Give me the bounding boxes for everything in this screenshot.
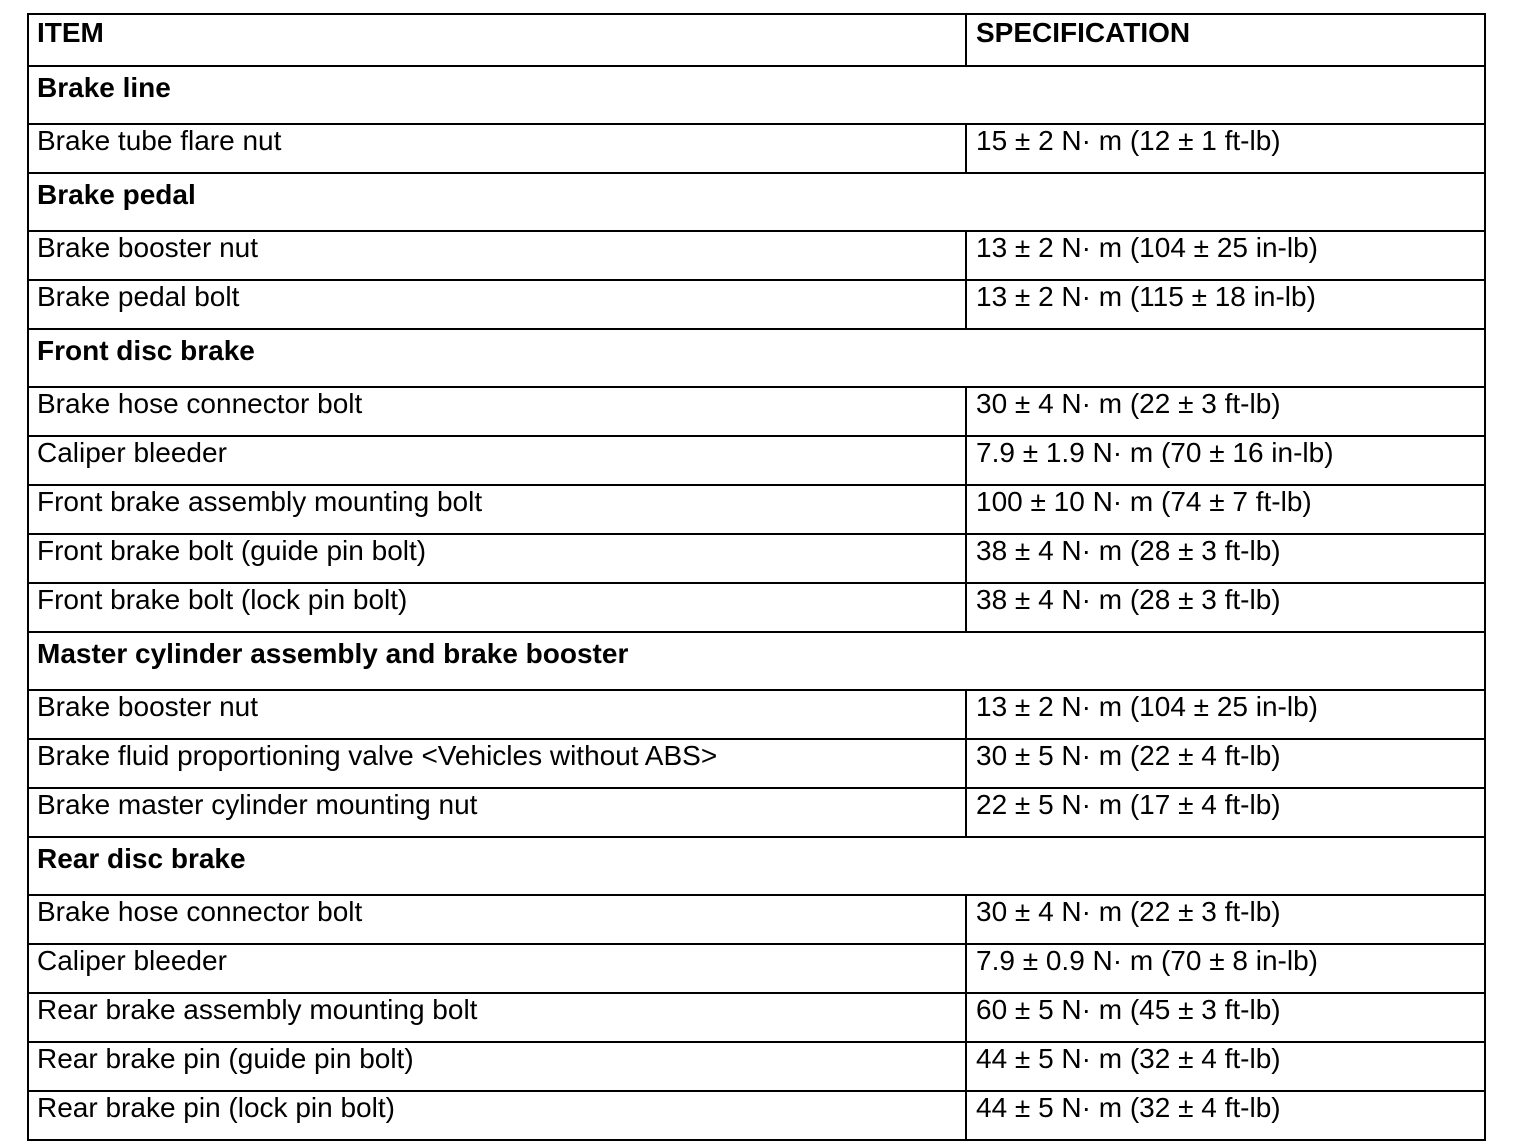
specification-cell: 38 ± 4 N· m (28 ± 3 ft-lb) — [966, 534, 1485, 583]
table-row — [28, 895, 1485, 944]
specification-cell: 30 ± 5 N· m (22 ± 4 ft-lb) — [966, 739, 1485, 788]
table-row — [28, 231, 1485, 280]
table-row — [28, 1091, 1485, 1140]
section-title: Front disc brake — [28, 329, 1485, 387]
table-row — [28, 387, 1485, 436]
table-row — [28, 124, 1485, 173]
specification-cell: 44 ± 5 N· m (32 ± 4 ft-lb) — [966, 1091, 1485, 1140]
section-row — [28, 329, 1485, 387]
spec-table-body — [28, 14, 1485, 1140]
item-cell: Front brake assembly mounting bolt — [28, 485, 966, 534]
item-cell: Brake fluid proportioning valve <Vehicles without ABS> — [28, 739, 966, 788]
table-row — [28, 993, 1485, 1042]
section-title: Master cylinder assembly and brake booster — [28, 632, 1485, 690]
item-cell: Brake master cylinder mounting nut — [28, 788, 966, 837]
specification-cell: 13 ± 2 N· m (104 ± 25 in-lb) — [966, 231, 1485, 280]
specification-cell: 100 ± 10 N· m (74 ± 7 ft-lb) — [966, 485, 1485, 534]
table-row — [28, 436, 1485, 485]
item-cell: Caliper bleeder — [28, 436, 966, 485]
section-row — [28, 632, 1485, 690]
item-cell: Rear brake pin (lock pin bolt) — [28, 1091, 966, 1140]
item-cell: Brake booster nut — [28, 690, 966, 739]
table-row — [28, 1042, 1485, 1091]
section-title: Brake line — [28, 66, 1485, 124]
table-row — [28, 944, 1485, 993]
item-cell: Brake hose connector bolt — [28, 387, 966, 436]
item-cell: Front brake bolt (guide pin bolt) — [28, 534, 966, 583]
specification-cell: 15 ± 2 N· m (12 ± 1 ft-lb) — [966, 124, 1485, 173]
specification-cell: 30 ± 4 N· m (22 ± 3 ft-lb) — [966, 387, 1485, 436]
specification-cell: 7.9 ± 1.9 N· m (70 ± 16 in-lb) — [966, 436, 1485, 485]
table-header-row — [28, 14, 1485, 66]
item-cell: Front brake bolt (lock pin bolt) — [28, 583, 966, 632]
section-row — [28, 66, 1485, 124]
section-row — [28, 837, 1485, 895]
header-item: ITEM — [28, 14, 966, 66]
table-row — [28, 739, 1485, 788]
item-cell: Rear brake pin (guide pin bolt) — [28, 1042, 966, 1091]
table-row — [28, 485, 1485, 534]
specification-cell: 22 ± 5 N· m (17 ± 4 ft-lb) — [966, 788, 1485, 837]
section-title: Rear disc brake — [28, 837, 1485, 895]
specification-cell: 13 ± 2 N· m (115 ± 18 in-lb) — [966, 280, 1485, 329]
section-row — [28, 173, 1485, 231]
specification-cell: 60 ± 5 N· m (45 ± 3 ft-lb) — [966, 993, 1485, 1042]
table-row — [28, 534, 1485, 583]
item-cell: Brake pedal bolt — [28, 280, 966, 329]
table-row — [28, 690, 1485, 739]
torque-spec-table — [27, 13, 1486, 1141]
specification-cell: 30 ± 4 N· m (22 ± 3 ft-lb) — [966, 895, 1485, 944]
header-specification: SPECIFICATION — [966, 14, 1485, 66]
item-cell: Brake booster nut — [28, 231, 966, 280]
specification-cell: 13 ± 2 N· m (104 ± 25 in-lb) — [966, 690, 1485, 739]
table-row — [28, 583, 1485, 632]
specification-cell: 44 ± 5 N· m (32 ± 4 ft-lb) — [966, 1042, 1485, 1091]
item-cell: Rear brake assembly mounting bolt — [28, 993, 966, 1042]
table-row — [28, 788, 1485, 837]
item-cell: Caliper bleeder — [28, 944, 966, 993]
specification-cell: 38 ± 4 N· m (28 ± 3 ft-lb) — [966, 583, 1485, 632]
table-row — [28, 280, 1485, 329]
section-title: Brake pedal — [28, 173, 1485, 231]
item-cell: Brake hose connector bolt — [28, 895, 966, 944]
specification-cell: 7.9 ± 0.9 N· m (70 ± 8 in-lb) — [966, 944, 1485, 993]
item-cell: Brake tube flare nut — [28, 124, 966, 173]
